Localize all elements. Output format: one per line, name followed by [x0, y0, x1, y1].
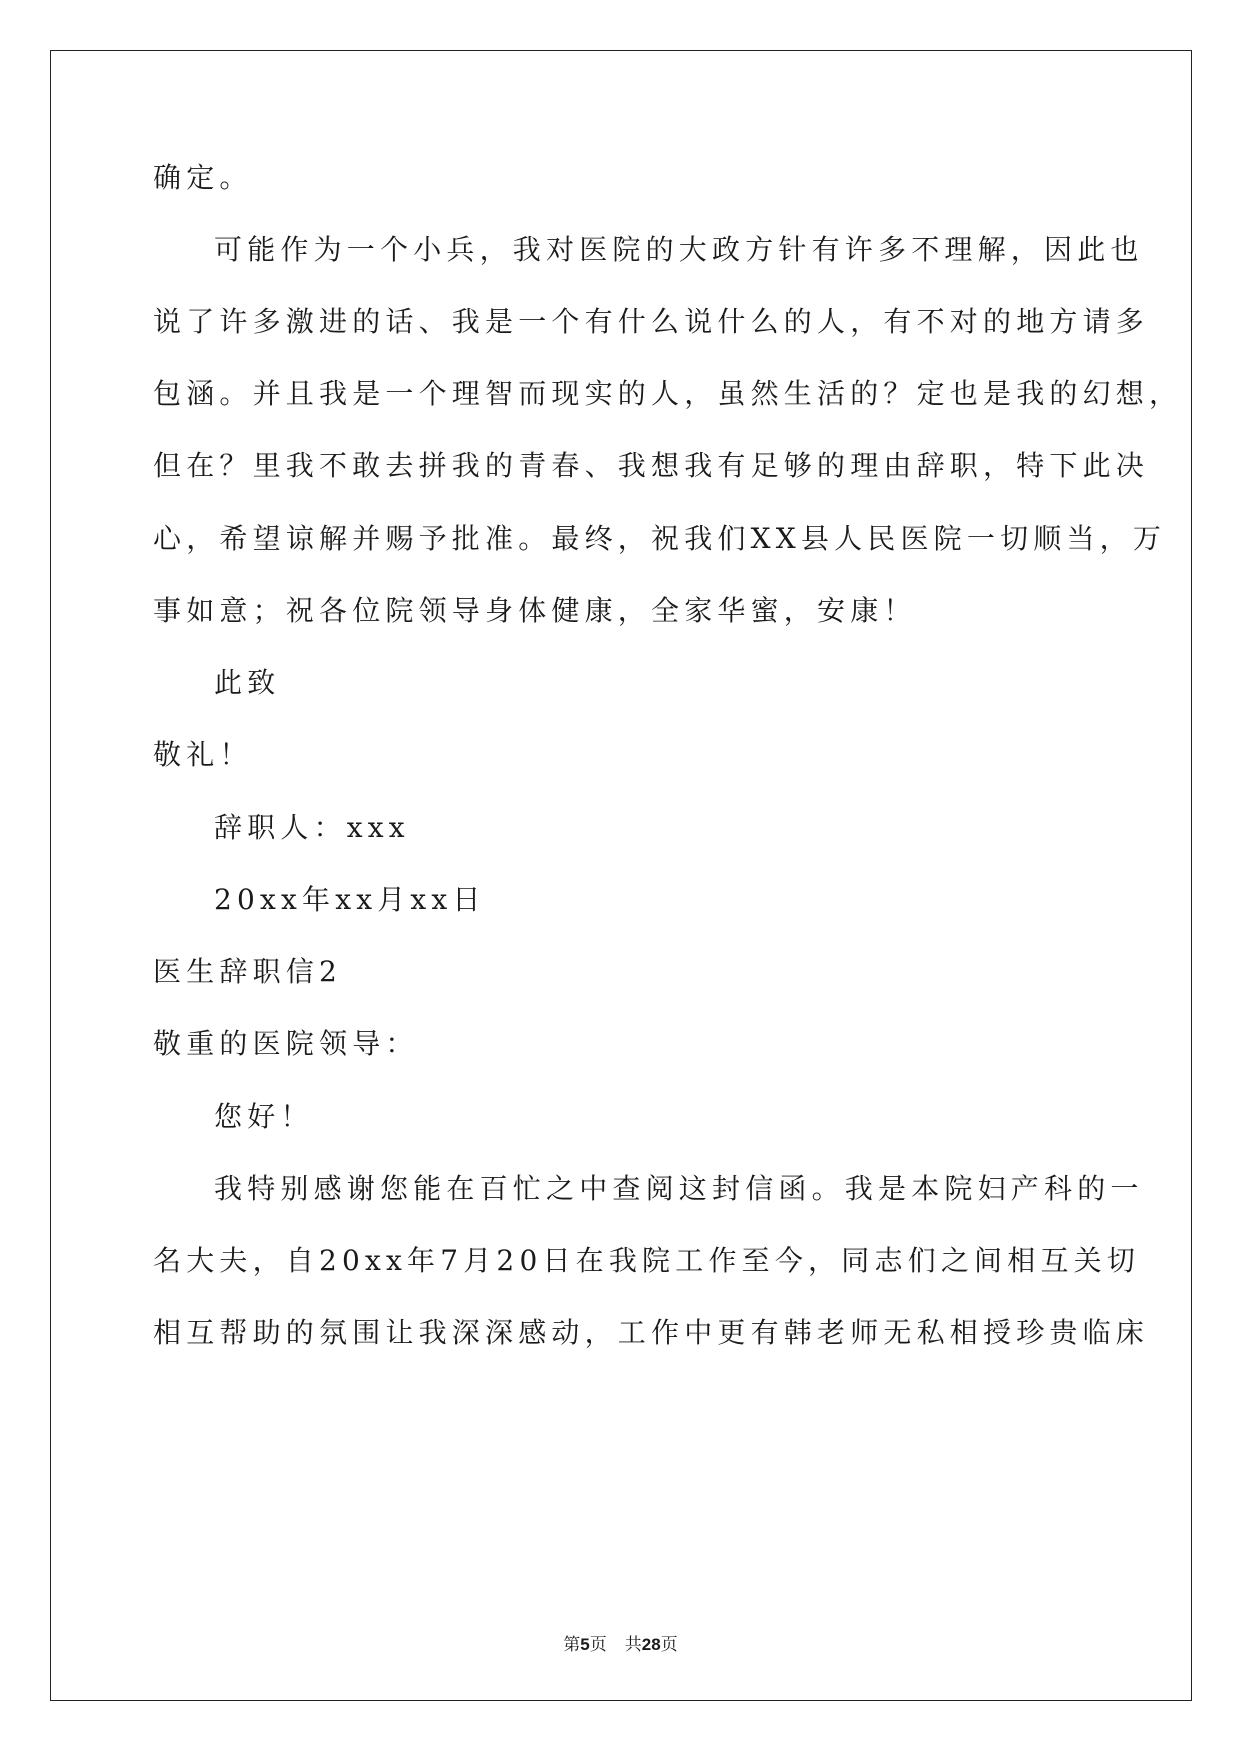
- text-line-1: 确定。: [153, 161, 253, 194]
- signature-date: 20xx年xx月xx日: [214, 883, 486, 916]
- letter-hello: 您好！: [214, 1100, 314, 1133]
- text-line-7: 事如意；祝各位院领导身体健康，全家华蜜，安康！: [153, 594, 917, 627]
- text-line-15: 我特别感谢您能在百忙之中查阅这封信函。我是本院妇产科的一: [214, 1172, 1144, 1205]
- total-prefix: 共: [624, 1635, 642, 1655]
- section-title: 医生辞职信2: [153, 955, 343, 988]
- page-footer: [0, 1630, 1241, 1655]
- total-suffix: 页: [660, 1635, 678, 1655]
- page-number: 5: [580, 1635, 590, 1654]
- closing-regards: 敬礼！: [153, 738, 253, 771]
- page-prefix: 第: [563, 1635, 581, 1655]
- page-border: [50, 50, 1192, 1701]
- text-line-5: 但在？里我不敢去拼我的青春、我想我有足够的理由辞职，特下此决: [153, 449, 1150, 482]
- letter-greeting: 敬重的医院领导：: [153, 1027, 419, 1060]
- text-line-3: 说了许多激进的话、我是一个有什么说什么的人，有不对的地方请多: [153, 305, 1150, 338]
- page-suffix: 页: [589, 1635, 607, 1655]
- text-line-6: 心，希望谅解并赐予批准。最终，祝我们XX县人民医院一切顺当，万: [153, 522, 1167, 555]
- text-line-16: 名大夫，自20xx年7月20日在我院工作至今，同志们之间相互关切: [153, 1244, 1141, 1277]
- closing-salutation: 此致: [214, 666, 281, 699]
- text-line-17: 相互帮助的氛围让我深深感动，工作中更有韩老师无私相授珍贵临床: [153, 1316, 1150, 1349]
- signature-name: 辞职人：xxx: [214, 811, 410, 844]
- total-pages: 28: [641, 1635, 661, 1654]
- text-line-4: 包涵。并且我是一个理智而现实的人，虽然生活的？定也是我的幻想，: [153, 377, 1183, 410]
- text-line-2: 可能作为一个小兵，我对医院的大政方针有许多不理解，因此也: [214, 233, 1144, 266]
